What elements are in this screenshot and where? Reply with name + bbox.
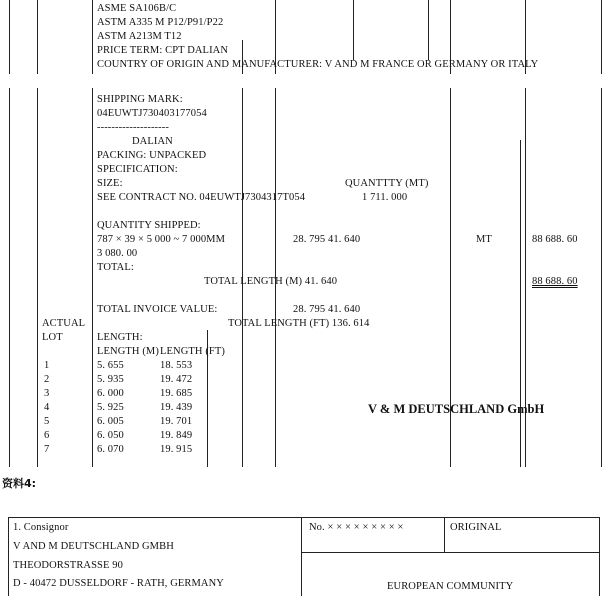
total-label: TOTAL: <box>97 262 134 273</box>
total-length-m: TOTAL LENGTH (M) 41. 640 <box>204 276 338 287</box>
lot-length-m: 6. 070 <box>97 444 124 455</box>
size-description: 787 × 39 × 5 000 ~ 7 000MM <box>97 234 226 245</box>
tiv-value: 41. 640 <box>328 304 361 315</box>
lot-length-ft: 19. 849 <box>160 430 193 441</box>
lot-length-m: 6. 050 <box>97 430 124 441</box>
lot-length-ft: 18. 553 <box>160 360 193 371</box>
european-community: EUROPEAN COMMUNITY <box>387 581 514 592</box>
rule-v10 <box>353 0 354 60</box>
spec-line-1: ASME SA106B/C <box>97 3 177 14</box>
section-label: 资料4: <box>2 477 37 490</box>
lot-number: 2 <box>44 374 50 385</box>
form-top-rule <box>8 517 600 518</box>
lot-length-ft: 19. 439 <box>160 402 193 413</box>
size-label: SIZE: <box>97 178 123 189</box>
lot-length-ft: 19. 472 <box>160 374 193 385</box>
lot-length-m: 6. 005 <box>97 416 124 427</box>
shipping-mark-port: DALIAN <box>132 136 173 147</box>
lot-number: 3 <box>44 388 50 399</box>
actual-lot-label-1: ACTUAL <box>42 318 86 329</box>
lot-number: 5 <box>44 416 50 427</box>
shipping-mark-dashes: -------------------- <box>97 122 169 133</box>
lot-length-m: 5. 655 <box>97 360 124 371</box>
consignor-city: D - 40472 DUSSELDORF - RATH, GERMANY <box>13 578 224 589</box>
rule-v3 <box>92 0 93 467</box>
qty-shipped-label: QUANTITY SHIPPED: <box>97 220 201 231</box>
lot-number: 1 <box>44 360 50 371</box>
total-length-ft: TOTAL LENGTH (FT) 136. 614 <box>228 318 370 329</box>
form-right-rule <box>599 517 600 596</box>
country-of-origin: COUNTRY OF ORIGIN AND MANUFACTURER: V AND M FRANCE OR GERMANY OR ITALY <box>97 59 539 70</box>
spec-line-3: ASTM A213M T12 <box>97 31 182 42</box>
contract-number: SEE CONTRACT NO. 04EUWTJ7304317T054 <box>97 192 306 203</box>
lot-number: 7 <box>44 444 50 455</box>
tiv-qty: 28. 795 <box>293 304 326 315</box>
consignor-street: THEODORSTRASSE 90 <box>13 560 123 571</box>
unit-price: 88 688. 60 <box>532 234 578 245</box>
rule-v2 <box>37 0 38 467</box>
rule-v4 <box>242 40 243 467</box>
lot-length-m: 5. 935 <box>97 374 124 385</box>
rule-v9 <box>601 0 602 467</box>
lot-length-ft: 19. 685 <box>160 388 193 399</box>
spec-line-4: PRICE TERM: CPT DALIAN <box>97 45 229 56</box>
length-ft-header: LENGTH (FT) <box>160 346 225 357</box>
contract-quantity: 1 711. 000 <box>362 192 408 203</box>
unit: MT <box>476 234 492 245</box>
lot-length-ft: 19. 915 <box>160 444 193 455</box>
lot-number: 4 <box>44 402 50 413</box>
form-left-rule <box>8 517 9 596</box>
qty-shipped-value: 28. 795 <box>293 234 326 245</box>
form-mid-rule <box>301 517 302 596</box>
rule-v11 <box>428 0 429 60</box>
rule-v1 <box>9 0 10 467</box>
lot-length-m: 5. 925 <box>97 402 124 413</box>
packing: PACKING: UNPACKED <box>97 150 207 161</box>
consignor-label: 1. Consignor <box>13 522 69 533</box>
qty-value: 41. 640 <box>328 234 361 245</box>
actual-lot-label-2: LOT <box>42 332 63 343</box>
total-invoice-value-label: TOTAL INVOICE VALUE: <box>97 304 218 315</box>
lot-length-m: 6. 000 <box>97 388 124 399</box>
length-label: LENGTH: <box>97 332 143 343</box>
original-label: ORIGINAL <box>450 522 502 533</box>
consignor-name: V AND M DEUTSCHLAND GMBH <box>13 541 174 552</box>
lot-number: 6 <box>44 430 50 441</box>
shipping-mark-code: 04EUWTJ730403177054 <box>97 108 207 119</box>
company-stamp: V & M DEUTSCHLAND GmbH <box>368 402 545 416</box>
total-amount: 88 688. 60 <box>532 276 578 287</box>
rule-v12 <box>520 140 521 467</box>
spec-line-2: ASTM A335 M P12/P91/P22 <box>97 17 224 28</box>
rule-h-top <box>9 74 602 88</box>
form-no-bottom-rule <box>301 552 600 553</box>
length-m-header: LENGTH (M) <box>97 346 159 357</box>
specification: SPECIFICATION: <box>97 164 178 175</box>
lot-length-ft: 19. 701 <box>160 416 193 427</box>
form-no-rule <box>444 517 445 552</box>
shipping-mark-label: SHIPPING MARK: <box>97 94 183 105</box>
quantity-header: QUANTTTY (MT) <box>345 178 429 189</box>
certificate-number: No. × × × × × × × × × <box>309 522 404 533</box>
price-extra: 3 080. 00 <box>97 248 138 259</box>
